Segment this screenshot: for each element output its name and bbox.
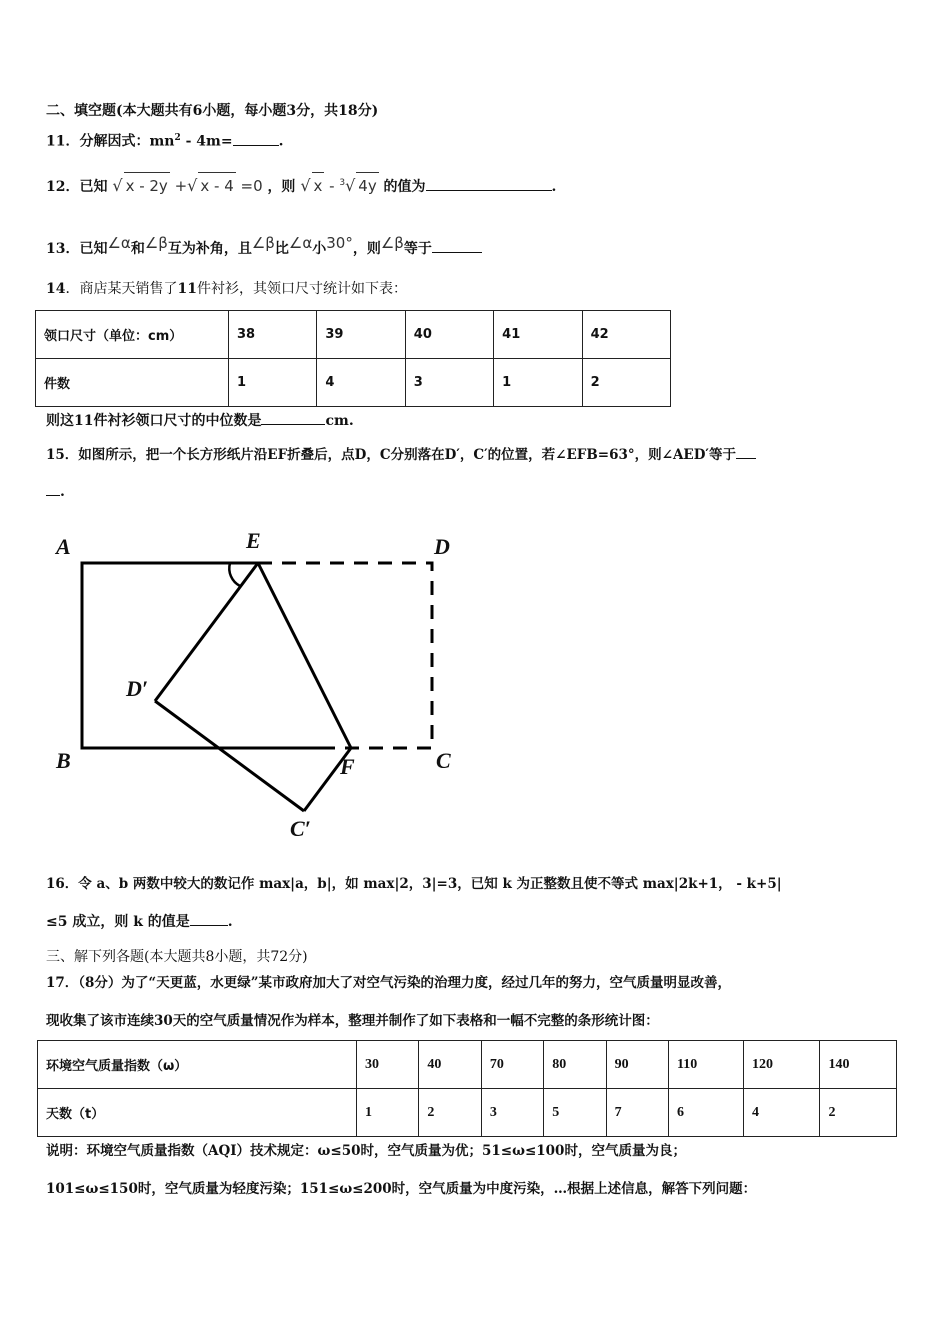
table-cell: 2	[419, 1089, 481, 1137]
q11-suffix: .	[278, 133, 284, 150]
angle-alpha: ∠α	[288, 234, 313, 252]
table-cell: 1	[494, 359, 582, 407]
q11-prefix: 11．分解因式：	[46, 133, 150, 150]
angle-30-degrees: 30°	[326, 234, 353, 252]
table-cell: 4	[317, 359, 405, 407]
angle-alpha: ∠α	[107, 234, 131, 252]
question-14-intro: 14．商店某天销售了11件衬衫，其领口尺寸统计如下表：	[46, 281, 407, 297]
table-cell: 4	[743, 1089, 820, 1137]
sqrt-symbol: √	[300, 176, 311, 195]
q16-answer-blank[interactable]	[190, 911, 228, 926]
collar-size-table	[35, 310, 671, 407]
q12-answer-blank[interactable]	[426, 176, 552, 191]
table-cell: 140	[820, 1041, 897, 1089]
table-row	[38, 1041, 897, 1089]
point-label-d-prime: D′	[126, 676, 149, 701]
cbrt-symbol: √	[345, 176, 356, 195]
section-2-heading: 二、填空题(本大题共有6小题，每小题3分，共18分)	[46, 103, 379, 119]
q14-question: 则这11件衬衫领口尺寸的中位数是 cm.	[46, 410, 354, 431]
table-cell: 39	[317, 311, 405, 359]
table-cell: 40	[405, 311, 493, 359]
q12-suffix: 的值为	[383, 179, 426, 195]
question-17-line1: 17．（8分）为了“天更蓝，水更绿”某市政府加大了对空气污染的治理力度，经过几年的努力，空气质量明显改善，	[46, 975, 731, 991]
q12-mid: ，则	[267, 179, 296, 195]
q11-expr-exponent: 2	[174, 133, 181, 143]
table-cell: 2	[582, 359, 670, 407]
section-3-heading: 三、解下列各题(本大题共8小题，共72分)	[46, 949, 308, 965]
table-cell: 5	[544, 1089, 606, 1137]
folded-rectangle-diagram	[40, 520, 470, 850]
question-12: 12．已知 √ x - 2y +√ x - 4 =0 ，则 √ x - $^3$√ 4y 的值为 .	[46, 170, 556, 200]
table-cell: 1	[229, 359, 317, 407]
question-13: 13．已知∠α和∠β互为补角，且∠β比∠α小30°，则∠β等于	[46, 230, 482, 262]
question-11	[46, 128, 283, 152]
table-header-cell: 环境空气质量指数（ω）	[38, 1041, 357, 1089]
table-cell: 120	[743, 1041, 820, 1089]
table-cell: 6	[669, 1089, 744, 1137]
q13-answer-blank[interactable]	[432, 238, 482, 253]
table-cell: 42	[582, 311, 670, 359]
sqrt-symbol: √	[187, 176, 198, 195]
table-header-cell: 件数	[36, 359, 229, 407]
table-row	[36, 311, 671, 359]
q17-note-line1: 说明：环境空气质量指数（AQI）技术规定：ω≤50时，空气质量为优；51≤ω≤100时，空气质量为良；	[46, 1143, 686, 1159]
table-cell: 7	[606, 1089, 668, 1137]
q12-prefix: 12．已知	[46, 179, 108, 195]
question-16-line2: ≤5 成立，则 k 的值是 .	[46, 911, 233, 932]
table-cell: 3	[405, 359, 493, 407]
q15-answer-blank-part1[interactable]	[736, 444, 756, 459]
point-label-d: D	[434, 534, 450, 559]
question-15-continued: .	[46, 481, 65, 502]
question-15: 15．如图所示，把一个长方形纸片沿EF折叠后，点D，C分别落在D′，C′的位置，若∠EFB=63°，则∠AED′等于	[46, 444, 756, 465]
table-row	[38, 1089, 897, 1137]
air-quality-table	[37, 1040, 897, 1137]
q14-answer-blank[interactable]	[261, 410, 325, 425]
table-cell: 1	[357, 1089, 419, 1137]
point-label-a: A	[56, 534, 71, 559]
q11-expr-rest: - 4m=	[180, 133, 233, 150]
question-17-line2: 现收集了该市连续30天的空气质量情况作为样本，整理并制作了如下表格和一幅不完整的条形统计图：	[46, 1013, 659, 1029]
angle-beta: ∠β	[144, 234, 168, 252]
table-cell: 41	[494, 311, 582, 359]
table-cell: 38	[229, 311, 317, 359]
point-label-e: E	[246, 528, 261, 553]
q12-equation: √ x - 2y +√ x - 4 =0	[112, 177, 267, 195]
q12-expression: √ x - $^3$√ 4y	[300, 177, 383, 195]
table-cell: 70	[481, 1041, 543, 1089]
point-label-b: B	[56, 748, 71, 773]
question-16-line1: 16．令 a、b 两数中较大的数记作 max|a，b|，如 max|2，3|=3，已知 k 为正整数且使不等式 max|2k+1， - k+5|	[46, 876, 782, 892]
sqrt-symbol: √	[112, 176, 123, 195]
q15-answer-blank-part2[interactable]	[46, 481, 60, 496]
table-cell: 80	[544, 1041, 606, 1089]
table-cell: 30	[357, 1041, 419, 1089]
q11-expr-base: mn	[149, 133, 175, 150]
point-label-f: F	[340, 754, 355, 779]
table-cell: 90	[606, 1041, 668, 1089]
angle-beta: ∠β	[380, 234, 404, 252]
table-cell: 40	[419, 1041, 481, 1089]
table-header-cell: 天数（t）	[38, 1089, 357, 1137]
table-cell: 110	[669, 1041, 744, 1089]
table-header-cell: 领口尺寸（单位：cm）	[36, 311, 229, 359]
table-row	[36, 359, 671, 407]
point-label-c: C	[436, 748, 451, 773]
point-label-c-prime: C′	[290, 816, 311, 841]
folding-figure	[40, 520, 470, 850]
table-cell: 3	[481, 1089, 543, 1137]
q11-answer-blank[interactable]	[233, 131, 279, 146]
table-cell: 2	[820, 1089, 897, 1137]
angle-beta: ∠β	[251, 234, 275, 252]
q17-note-line2: 101≤ω≤150时，空气质量为轻度污染；151≤ω≤200时，空气质量为中度污染，…根据上述信息，解答下列问题：	[46, 1181, 757, 1197]
